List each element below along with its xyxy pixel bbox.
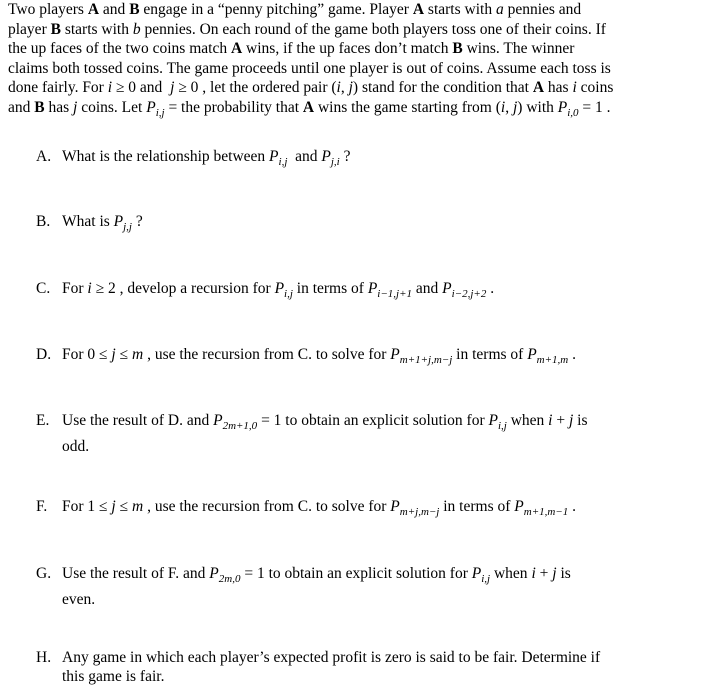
question-letter: B. [36, 213, 51, 230]
question-h: H. Any game in which each player’s expected profit is zero is said to be fair. Determine if [36, 649, 601, 666]
question-e-continued: odd. [62, 438, 90, 455]
intro-paragraph [8, 0, 698, 120]
question-b: B. What is $P_{j,j}$ ? [36, 213, 143, 233]
intro-line-4: claims both tossed coins. The game proceeds until one player is out of coins. Assume each toss is [8, 59, 611, 77]
question-letter: D. [36, 346, 52, 363]
intro-line-2: player B starts with b pennies. On each round of the game both players toss one of their coins. If [8, 20, 606, 38]
question-c: C. For i ≥ 2 , develop a recursion for $P_{i,j}$ in terms of $P_{i-1,j+1}$ and $P_{i-2,j+2}$ . [36, 280, 495, 300]
intro-line-3: the up faces of the two coins match A wins, if the up faces don’t match B wins. The winner [8, 40, 575, 58]
intro-line-6: and B has j coins. Let $P_{i,j}$ = the probability that A wins the game starting from (i, j) with $P_{i,0} = 1$ . [8, 98, 611, 119]
question-d: D. For 0 ≤ j ≤ m , use the recursion from C. to solve for $P_{m+1+j,m-j}$ in terms of $P_{m+1,m}$ . [36, 346, 576, 366]
question-letter: H. [36, 649, 52, 666]
question-g-continued: even. [62, 591, 96, 608]
question-g: G. Use the result of F. and $P_{2m,0} = 1$ to obtain an explicit solution for $P_{i,j}$ when i + j is [36, 565, 571, 585]
question-letter: C. [36, 280, 51, 297]
question-letter: E. [36, 412, 50, 429]
intro-line-5: done fairly. For i ≥ 0 and j ≥ 0 , let the ordered pair (i, j) stand for the condition that A has i coins [8, 79, 614, 97]
question-letter: G. [36, 565, 52, 582]
question-letter: F. [36, 498, 48, 515]
question-e: E. Use the result of D. and $P_{2m+1,0} = 1$ to obtain an explicit solution for $P_{i,j}$ when i + j is [36, 412, 588, 432]
question-letter: A. [36, 148, 52, 165]
intro-line-1: Two players A and B engage in a “penny pitching” game. Player A starts with a pennies and [8, 1, 582, 18]
question-a: A. What is the relationship between $P_{i,j}$ and $P_{j,i}$ ? [36, 148, 351, 168]
question-f: F. For 1 ≤ j ≤ m , use the recursion from C. to solve for $P_{m+j,m-j}$ in terms of $P_{m+1,m-1}$ . [36, 498, 576, 518]
question-h-continued: this game is fair. [62, 668, 165, 685]
